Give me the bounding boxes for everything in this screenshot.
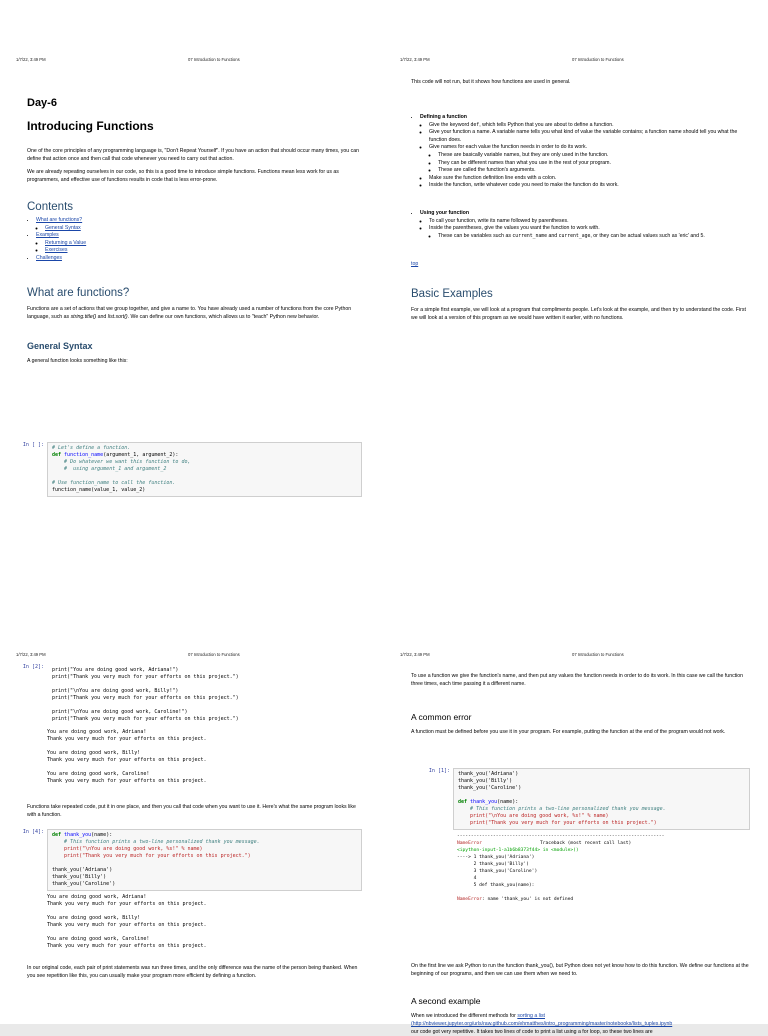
code-input[interactable]: thank_you('Adriana') thank_you('Billy') thank_you('Caroline') def thank_you(name): # This function prints a two-line personalized thank you message. print("\nYou are doing good work, %s!" % name) print("Thank you very much for your efforts on this project.") [453, 768, 750, 830]
cell-prompt: In [ ]: [22, 442, 44, 448]
code-cell-1 [384, 768, 750, 830]
print-date: 1/7/22, 3:49 PM [16, 57, 46, 62]
paragraph-use: To use a function we give the function's name, and then put any values the function needs in order to do its work. In this case we call the function three times, each time passing it a different name. [411, 673, 744, 687]
using-list: • Using your function ◦ To call your function, write its name followed by parentheses. ◦ Inside the parentheses, give the values you want the function to work with. ◦ These can be variables such as current_name and current_age, or they can be actual values such as 'eric' and 5. [411, 210, 746, 240]
paragraph-error: A function must be defined before you use it in your program. For example, putting the function at the end of the program would not work. [411, 729, 726, 735]
using-heading: Using your function [420, 209, 469, 216]
toc-link-syntax[interactable]: General Syntax [45, 224, 81, 231]
basic-paragraph: For a simple first example, we will look at a program that compliments people. Let's look at the example, and then try to understand the code. First we will look at a version of this program as we would have written it earlier, with no functions. [411, 307, 746, 322]
paragraph-second: When we introduced the different methods for sorting a list (http://nbviewer.jupyter.org/urls/raw.github.com/ehmatthes/intro_programming/master/notebooks/lists_tuples.ipynb our code got very repetitive. It takes two lines of code to print a list using a for loop, so these two lines are [411, 1013, 673, 1035]
common-error-heading: A common error [411, 712, 472, 722]
print-title: 07 Introduction to Functions [572, 652, 624, 657]
toc-link-challenges[interactable]: Challenges [36, 254, 62, 261]
print-date: 1/7/22, 3:49 PM [400, 57, 430, 62]
sorting-list-link[interactable]: sorting a list [517, 1013, 545, 1019]
intro-paragraph-2: We are already repeating ourselves in our code, so this is a good time to introduce simple functions. Functions mean less work for us as programmers, and effective use of functions results in code that is less error-prone. [27, 169, 339, 183]
code-cell [0, 442, 362, 497]
page-1 [0, 0, 384, 512]
code-input[interactable]: def thank_you(name): # This function prints a two-line personalized thank you message. print("\nYou are doing good work, %s!" % name) print("Thank you very much for your efforts on this project.") thank_you('Adriana') thank_you('Billy') thank_you('Caroline') [47, 829, 362, 891]
toc-link-examples[interactable]: Examples [36, 232, 59, 239]
page-header [384, 57, 768, 65]
day-heading: Day-6 [27, 97, 57, 109]
basic-examples-heading: Basic Examples [411, 288, 493, 301]
print-title: 07 Introduction to Functions [188, 57, 240, 62]
syntax-paragraph: A general function looks something like this: [27, 357, 128, 364]
page-2 [384, 0, 768, 512]
toc-link-exercises[interactable]: Exercises [45, 247, 68, 254]
page-4 [384, 512, 768, 1035]
code-cell-2 [0, 664, 362, 726]
page-header [0, 652, 384, 660]
page-header [384, 652, 768, 660]
intro-paragraph-1: One of the core principles of any programming language is, "Don't Repeat Yourself". If you have an action that should occur many times, you can define that action once and then call that code whenever you need to carry out that action. [27, 148, 359, 162]
cell-output: You are doing good work, Adriana! Thank you very much for your efforts on this project. You are doing good work, Billy! Thank you very much for your efforts on this project. You are doing good work, Caroline! Thank you very much for your efforts on this project. [47, 894, 207, 949]
contents-heading: Contents [27, 201, 74, 213]
code-cell-4 [0, 829, 362, 891]
error-traceback: --------------------------------------------------------------------------- NameError Traceback (most recent call last) <ipython-input-1-a1b6b8373f44> in <module>() ----> 1 thank_you('Adriana') 2 thank_you('Billy') 3 thank_you('Caroline') 4 5 def thank_you(name): NameError: name 'thank_you' is not defined [457, 834, 665, 902]
print-title: 07 Introduction to Functions [572, 57, 624, 62]
code-input[interactable]: print("You are doing good work, Adriana!") print("Thank you very much for your efforts on this project.") print("\nYou are doing good work, Billy!") print("Thank you very much for your efforts on this project.") print("\nYou are doing good work, Caroline!") print("Thank you very much for your efforts on this project.") [47, 664, 362, 726]
sorting-list-url[interactable]: (http://nbviewer.jupyter.org/urls/raw.github.com/ehmatthes/intro_programming/master/notebooks/lists_tuples.ipynb [411, 1021, 673, 1027]
what-heading: What are functions? [27, 286, 130, 299]
code-input[interactable]: # Let's define a function. def function_name(argument_1, argument_2): # Do whatever we want this function to do, # using argument_1 and argument_2 # Use function_name to call the function. function_name(value_1, value_2) [47, 442, 362, 497]
what-paragraph: Functions are a set of actions that we group together, and give a name to. You have already used a number of functions from the core Python language, such as string.title() and list.sort(). We can define our own functions, which allows us to "teach" Python new behavior. [27, 305, 352, 320]
paragraph-first-line: On the first line we ask Python to run the function thank_you(), but Python does not yet know how to do this function. We define our functions at the beginning of our programs, and then we can use them when we need to. [411, 963, 749, 977]
defining-heading: Defining a function [420, 114, 467, 120]
contents-list [27, 217, 362, 263]
print-date: 1/7/22, 3:49 PM [400, 652, 430, 657]
cell-output: You are doing good work, Adriana! Thank you very much for your efforts on this project. You are doing good work, Billy! Thank you very much for your efforts on this project. You are doing good work, Caroline! Thank you very much for your efforts on this project. [47, 729, 207, 784]
cell-prompt: In [1]: [428, 768, 450, 774]
top-link[interactable]: top [411, 261, 419, 268]
page-title: Introducing Functions [27, 119, 154, 133]
defining-list: • Defining a function ◦ Give the keyword def, which tells Python that you are about to define a function. ◦ Give your function a name. A variable name tells you what kind of value the variable contains; a function name should tell you what the function does. ◦ Give names for each value the function needs in order to do its work. ◦ These are basically variable names, but they are only used in the function. ◦ They can be different names than what you use in the rest of your program. ◦ These are called the function's arguments. ◦ Make sure the function definition line ends with a colon. ◦ Inside the function, write whatever code you need to make the function do its work. [411, 114, 746, 190]
cell-prompt: In [2]: [22, 664, 44, 670]
cell-prompt: In [4]: [22, 829, 44, 835]
page-3 [0, 512, 384, 1024]
toc-link-what[interactable]: What are functions? [36, 217, 83, 223]
paragraph-functions: Functions take repeated code, put it in one place, and then you call that code when you want to use it. Here's what the same program looks like with a function. [27, 804, 356, 818]
toc-link-returning[interactable]: Returning a Value [45, 239, 87, 246]
syntax-heading: General Syntax [27, 340, 93, 351]
page-header [0, 57, 384, 65]
second-example-heading: A second example [411, 996, 481, 1006]
paragraph-original: In our original code, each pair of print statements was run three times, and the only difference was the name of the person being thanked. When you see repetition like this, you can usually make your program more efficient by defining a function. [27, 965, 358, 979]
print-title: 07 Introduction to Functions [188, 652, 240, 657]
note-paragraph: This code will not run, but it shows how functions are used in general. [411, 79, 571, 85]
print-date: 1/7/22, 3:49 PM [16, 652, 46, 657]
